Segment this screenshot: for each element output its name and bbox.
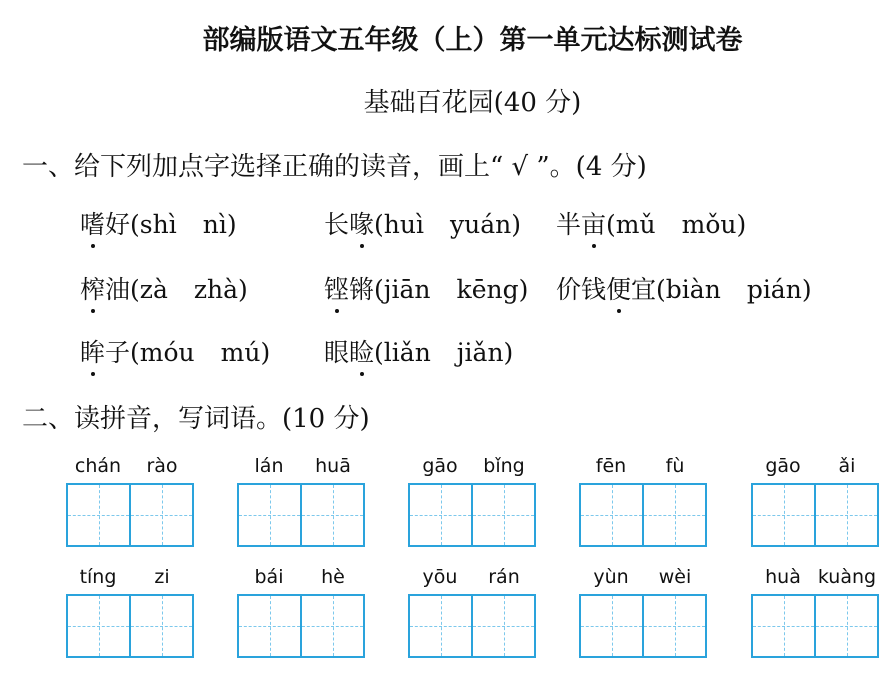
pinyin-label: yōu rán: [422, 566, 520, 588]
word-cell: [408, 455, 536, 547]
pronunciation-item: 半亩(mǔ mǒu): [556, 205, 746, 241]
dotted-char: 喙: [349, 205, 374, 241]
writing-grid[interactable]: [237, 594, 365, 658]
option-b[interactable]: nì): [202, 210, 237, 239]
writing-grid[interactable]: [408, 483, 536, 547]
option-a[interactable]: huì: [383, 210, 424, 239]
dotted-char: 眸: [80, 333, 105, 369]
dotted-char: 便: [606, 270, 631, 306]
pinyin-label: chán rào: [74, 455, 178, 477]
test-title: 部编版语文五年级（上）第一单元达标测试卷: [202, 25, 743, 56]
pronunciation-item: 铿锵(jiān kēng): [324, 270, 528, 306]
option-b[interactable]: mǒu): [681, 210, 747, 239]
writing-grid[interactable]: [66, 594, 194, 658]
word-cell: [579, 455, 707, 547]
pinyin-label: gāo bǐng: [422, 455, 525, 477]
option-a[interactable]: móu: [139, 338, 195, 367]
writing-grid[interactable]: [579, 594, 707, 658]
option-a[interactable]: mǔ: [615, 210, 656, 239]
option-b[interactable]: pián): [746, 275, 812, 304]
pinyin-label: tíng zi: [79, 566, 170, 588]
pronunciation-item: 长喙(huì yuán): [324, 205, 521, 241]
pinyin-label: lán huā: [254, 455, 351, 477]
option-a[interactable]: liǎn: [383, 338, 431, 367]
writing-grid[interactable]: [66, 483, 194, 547]
question-2-heading: 二、读拼音，写词语。(10 分): [22, 404, 370, 434]
option-b[interactable]: zhà): [193, 275, 248, 304]
option-a[interactable]: shì: [139, 210, 177, 239]
word-cell: [237, 455, 365, 547]
pronunciation-item: 价钱便宜(biàn pián): [556, 270, 812, 306]
word-cell: [66, 455, 194, 547]
writing-grid[interactable]: [237, 483, 365, 547]
section-subtitle: 基础百花园(40 分): [363, 88, 582, 118]
word-cell: [66, 566, 194, 658]
pinyin-label: huà kuàng: [765, 566, 877, 588]
question-1-heading: 一、给下列加点字选择正确的读音，画上“ √ ”。(4 分): [22, 152, 647, 182]
option-a[interactable]: biàn: [665, 275, 721, 304]
option-b[interactable]: jiǎn): [456, 338, 514, 367]
pinyin-label: yùn wèi: [593, 566, 692, 588]
option-a[interactable]: zà: [139, 275, 168, 304]
option-b[interactable]: mú): [220, 338, 271, 367]
option-b[interactable]: yuán): [450, 210, 521, 239]
writing-grid[interactable]: [751, 483, 879, 547]
word-cell: [579, 566, 707, 658]
pinyin-label: bái hè: [254, 566, 345, 588]
writing-grid[interactable]: [408, 594, 536, 658]
writing-grid[interactable]: [579, 483, 707, 547]
pinyin-label: gāo ǎi: [765, 455, 856, 477]
dotted-char: 亩: [581, 205, 606, 241]
pronunciation-item: 眸子(móu mú): [80, 333, 270, 369]
pronunciation-item: 眼睑(liǎn jiǎn): [324, 333, 513, 369]
dotted-char: 铿: [324, 270, 349, 306]
dotted-char: 睑: [349, 333, 374, 369]
option-b[interactable]: kēng): [456, 275, 529, 304]
writing-grid[interactable]: [751, 594, 879, 658]
word-cell: [237, 566, 365, 658]
pronunciation-item: 嗜好(shì nì): [80, 205, 237, 241]
dotted-char: 榨: [80, 270, 105, 306]
word-cell: [751, 455, 879, 547]
pronunciation-item: 榨油(zà zhà): [80, 270, 248, 306]
pinyin-label: fēn fù: [595, 455, 685, 477]
word-cell: [751, 566, 879, 658]
dotted-char: 嗜: [80, 205, 105, 241]
option-a[interactable]: jiān: [383, 275, 431, 304]
word-cell: [408, 566, 536, 658]
